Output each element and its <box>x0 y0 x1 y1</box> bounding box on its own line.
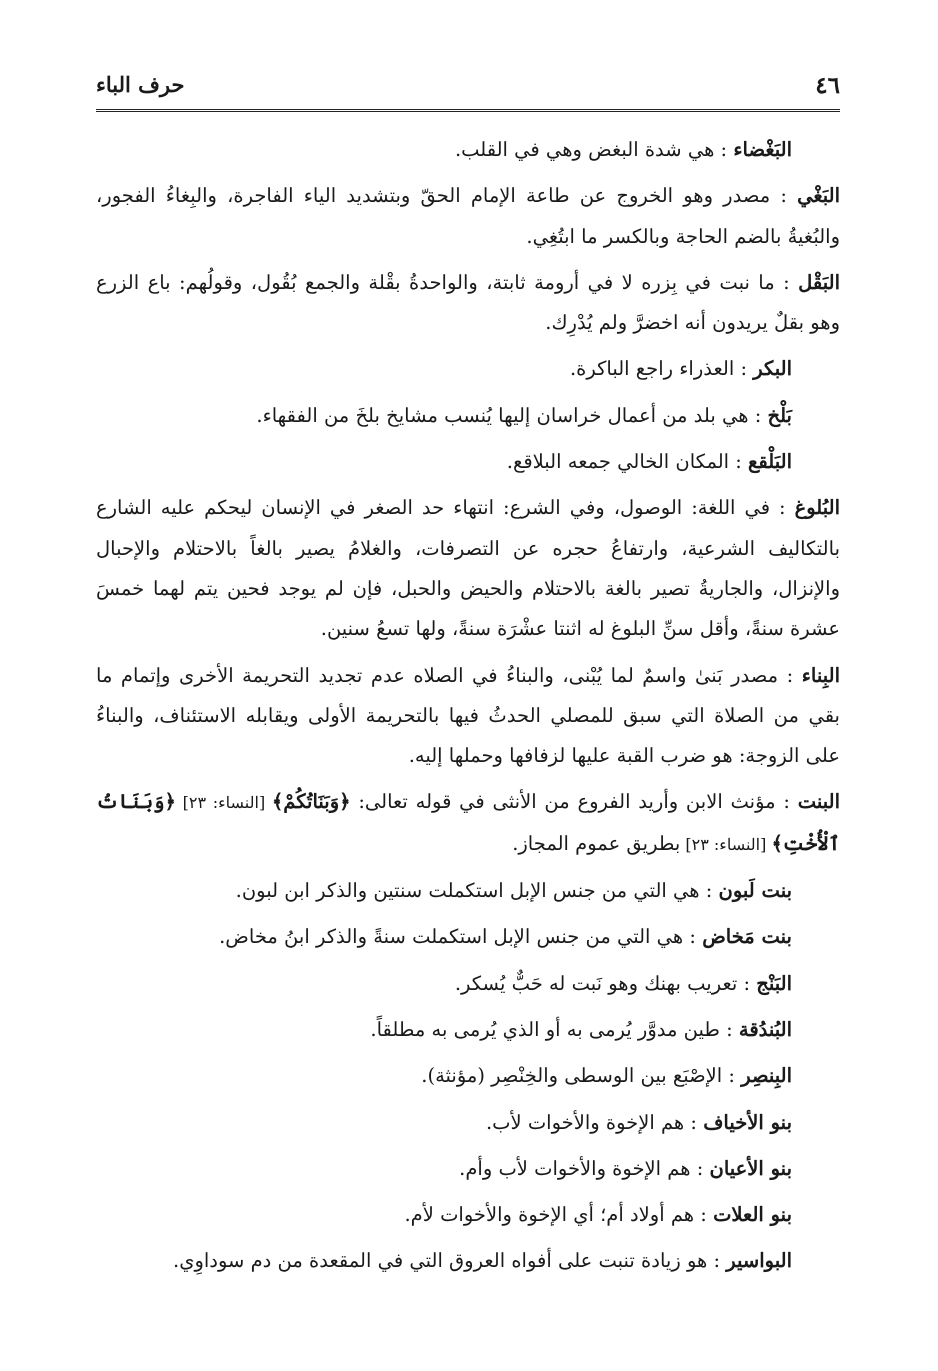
entry-separator: : <box>714 138 734 161</box>
entry-separator: : <box>770 496 795 520</box>
entry-separator: : <box>737 971 757 995</box>
entry-definition: هي شدة البغض وهي في القلب. <box>454 138 715 161</box>
entry-balqa <box>96 442 840 482</box>
entry-term: بَلْخ <box>767 403 792 427</box>
entry-separator: : <box>729 450 749 474</box>
entry-binsir <box>96 1056 840 1096</box>
entry-separator: : <box>699 879 719 903</box>
quran-reference: [النساء: ٢٣] <box>680 834 772 854</box>
entry-bint-makhad <box>96 917 840 957</box>
entry-term: بنت مَخاض <box>702 925 792 949</box>
entry-bint-laboon <box>96 871 840 911</box>
entry-bikr <box>96 349 840 389</box>
entry-term: البِنصِر <box>741 1064 792 1088</box>
entry-definition: هو زيادة تنبت على أفواه العروق التي في المقعدة من دم سوداوِي. <box>173 1249 708 1273</box>
entry-definition: هي التي من جنس الإبل استكملت سنتين والذكر ابن لبون. <box>235 879 700 903</box>
entry-separator: : <box>775 790 798 814</box>
entry-term: البَغْضاء <box>733 138 792 161</box>
entry-term: بنو العلات <box>713 1203 792 1227</box>
entry-separator: : <box>770 184 798 208</box>
entry-separator: : <box>719 1017 739 1041</box>
entry-term: البواسير <box>726 1249 792 1273</box>
entry-bunduqa <box>96 1010 840 1050</box>
entry-banu-akhyaf <box>96 1103 840 1143</box>
entry-term: البَلْقع <box>748 450 792 474</box>
entry-definition: ما نبت في بِزره لا في أرومة ثابتة، والواحدةُ بقْلة والجمع بُقُول، وقولُهم: باع الزرع وهو بقلٌ يريدون أنه اخضرَّ ولم يُدْرِك. <box>96 270 840 335</box>
entry-baghda <box>96 130 840 170</box>
entry-baql <box>96 263 840 344</box>
header-rule <box>96 109 840 112</box>
entry-binaa <box>96 656 840 777</box>
entry-separator: : <box>774 270 799 294</box>
entry-definition: الإصْبَع بين الوسطى والخِنْصِر (مؤنثة). <box>421 1064 723 1088</box>
entry-term: البُلوغ <box>794 496 841 520</box>
entry-separator: : <box>734 357 754 381</box>
entry-separator: : <box>684 1110 704 1134</box>
entry-separator: : <box>683 925 703 949</box>
entry-definition: هي التي من جنس الإبل استكملت سنةً والذكر ابنُ مخاض. <box>219 925 684 949</box>
entry-definition: هم الإخوة والأخوات لأب وأم. <box>459 1156 691 1180</box>
entry-term: البَنْج <box>756 971 792 995</box>
entry-term: البِناء <box>801 663 841 687</box>
entry-balkh <box>96 396 840 436</box>
dictionary-content <box>96 130 840 1288</box>
entry-banj <box>96 964 840 1004</box>
entry-definition: في اللغة: الوصول، وفي الشرع: انتهاء حد الصغر في الإنسان ليحكم عليه الشارع بالتكاليف الشرعية، وارتفاعُ حجره عن التصرفات، والغلامُ يصير بالغاً بالاحتلام والإحبال والإنزال، والجاريةُ تصير بالغة بالاحتلام والحيض والحبل، فإن لم يوجد فحين يتم لهما خمسَ عشرة سنةً، وأقل سنِّ البلوغ له اثنتا عشْرَة سنةً، ولها تسعُ سنين. <box>96 496 840 641</box>
entry-term: البَقْل <box>798 270 841 294</box>
quran-quote: ﴿وَبَنَاتُكُمْ﴾ <box>271 790 351 814</box>
entry-definition: العذراء راجع الباكرة. <box>569 357 735 381</box>
entry-term: البنت <box>797 790 840 814</box>
entry-definition: هي بلد من أعمال خراسان إليها يُنسب مشايخ بلخَ من الفقهاء. <box>256 403 749 427</box>
entry-separator: : <box>748 403 768 427</box>
entry-term: البُندُقة <box>738 1017 792 1041</box>
entry-definition: بطريق عموم المجاز. <box>512 831 681 855</box>
entry-bawasir <box>96 1241 840 1281</box>
entry-definition: مؤنث الابن وأريد الفروع من الأنثى في قوله تعالى: <box>350 790 776 814</box>
entry-separator: : <box>707 1249 727 1273</box>
quran-quote: ﴿وَبَنَاتُ ٱلْأُخْتِ﴾ <box>96 790 840 855</box>
entry-definition: المكان الخالي جمعه البلاقع. <box>506 450 730 474</box>
entry-definition: هم أولاد أم؛ أي الإخوة والأخوات لأم. <box>404 1203 695 1227</box>
entry-separator: : <box>722 1064 742 1088</box>
entry-definition: طين مدوَّر يُرمى به أو الذي يُرمى به مطلقاً. <box>370 1017 720 1041</box>
entry-definition: هم الإخوة والأخوات لأب. <box>485 1110 685 1134</box>
entry-baghy <box>96 176 840 257</box>
entry-definition: تعريب بهنك وهو نَبت له حَبٌّ يُسكر. <box>454 971 738 995</box>
running-title: حرف الباء <box>96 72 185 97</box>
entry-separator: : <box>694 1203 714 1227</box>
entry-separator: : <box>778 663 802 687</box>
entry-term: بنو الأعيان <box>709 1156 792 1180</box>
entry-banu-allat <box>96 1195 840 1235</box>
entry-buloogh <box>96 488 840 649</box>
entry-term: البكر <box>753 357 792 381</box>
quran-reference: [النساء: ٢٣] <box>175 793 272 813</box>
entry-term: بنو الأخياف <box>703 1110 792 1134</box>
entry-separator: : <box>690 1156 710 1180</box>
entry-bint <box>96 782 840 865</box>
entry-term: بنت لَبون <box>718 879 792 903</box>
entry-definition: مصدر بَنىٰ واسمٌ لما يُبْنى، والبناءُ في الصلاه عدم تجديد التحريمة الأخرى وإتمام ما بقي من الصلاة التي سبق للمصلي الحدثُ فيها بالتحريمة الأولى ويقابله الاستئناف، والبناءُ على الزوجة: هو ضرب القبة عليها لزفافها وحملها إليه. <box>96 663 840 768</box>
page-header <box>96 68 840 112</box>
entry-definition: مصدر وهو الخروج عن طاعة الإمام الحقّ وبتشديد الياء الفاجرة، والبِغاءُ الفجور، والبُغيةُ بالضم الحاجة وبالكسر ما ابتُغِي. <box>96 184 840 248</box>
entry-term: البَغْي <box>797 184 840 208</box>
entry-banu-ayan <box>96 1149 840 1189</box>
page-number: ٤٦ <box>815 72 840 99</box>
